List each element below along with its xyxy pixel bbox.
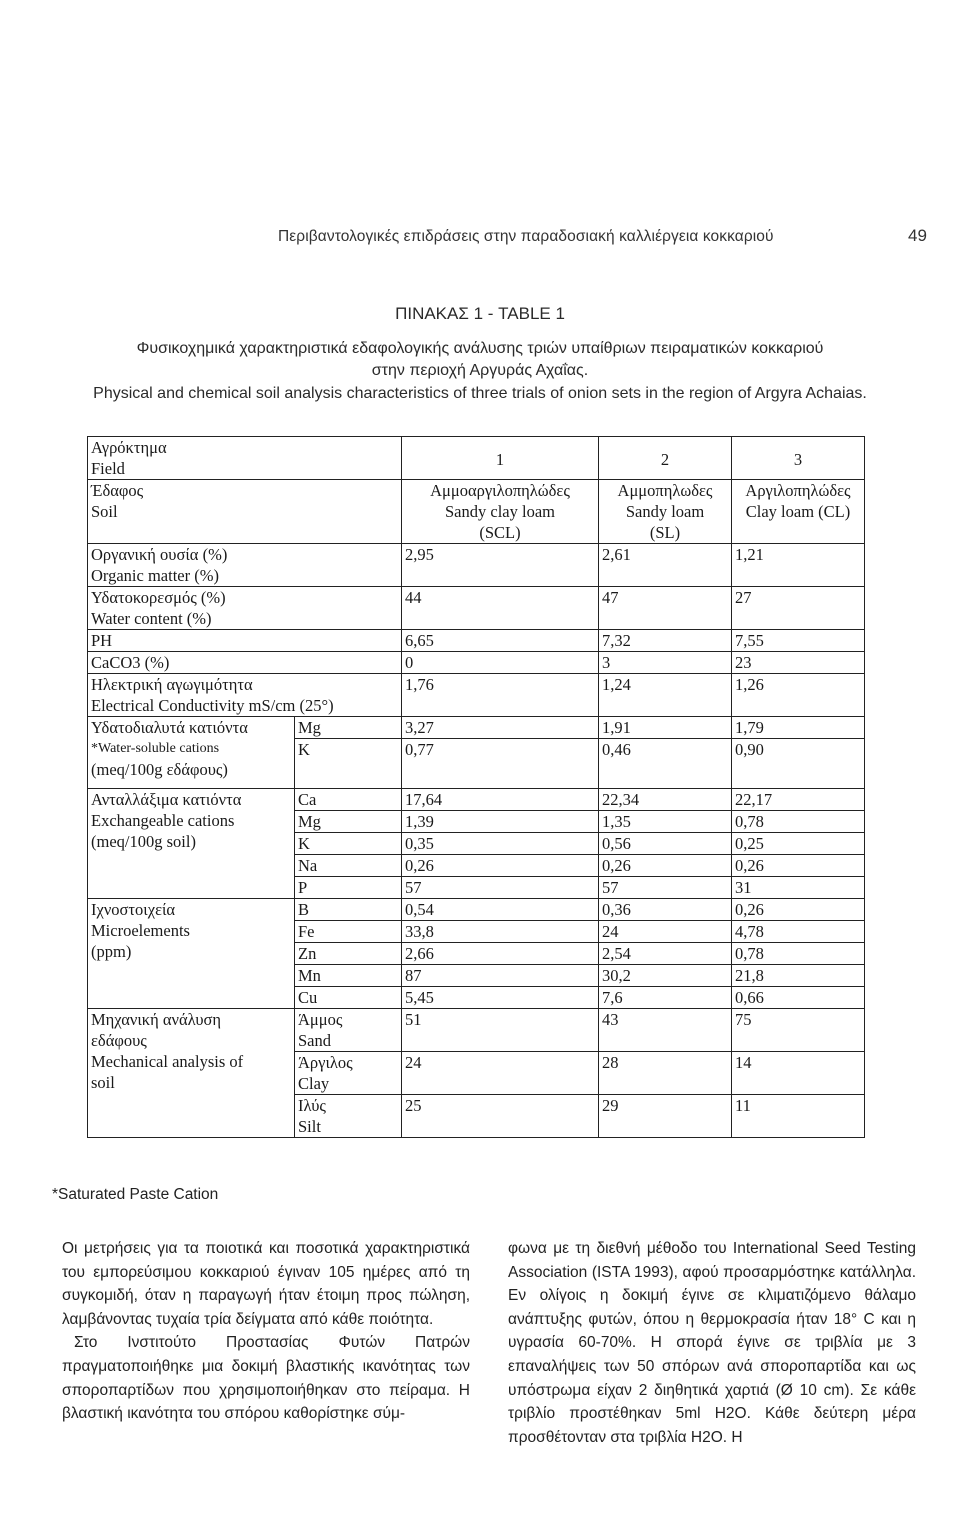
table-cell: 1,91 — [599, 717, 732, 739]
fraction-gr: Ιλύς — [298, 1096, 326, 1115]
table-label: ΠΙΝΑΚΑΣ 1 - TABLE 1 — [395, 304, 565, 323]
table-row — [88, 789, 865, 811]
fraction-gr: Άργιλος — [298, 1053, 353, 1072]
table-cell: 1,39 — [402, 811, 599, 833]
caption-greek-line1: Φυσικοχημικά χαρακτηριστικά εδαφολογικής ανάλυσης τριών υπαίθριων πειραματικών κοκκαριού — [136, 340, 824, 357]
table-row — [88, 717, 865, 739]
fraction-en: Silt — [298, 1117, 321, 1136]
body-paragraph: Οι μετρήσεις για τα ποιοτικά και ποσοτικά χαρακτηριστικά του εμπορεύσιμου κοκκαριού έγιναν 105 ημέρες από τη συγκομιδή, όταν η παραγωγή ήταν έτοιμη προς πώληση, λαμβάνοντας τυχαία τρία δείγματα από κάθε ποιότητα. — [62, 1240, 470, 1328]
table-cell: 0,78 — [732, 811, 865, 833]
fraction-gr: Άμμος — [298, 1010, 343, 1029]
table-cell: 1,21 — [732, 544, 865, 587]
table-cell: 14 — [732, 1052, 865, 1095]
mechanical-en-2: soil — [91, 1073, 115, 1092]
soil-type-en: Clay loam (CL) — [745, 502, 851, 521]
table-cell: 29 — [599, 1095, 732, 1138]
water-soluble-unit: (meq/100g εδάφους) — [91, 760, 228, 779]
organic-matter-label — [88, 544, 402, 587]
exchangeable-gr: Ανταλλάξιμα κατιόντα — [91, 790, 242, 809]
mechanical-gr-2: εδάφους — [91, 1031, 147, 1050]
soil-label-gr: Έδαφος — [91, 481, 144, 500]
fraction-label — [295, 1009, 402, 1052]
col-head-2: 2 — [599, 437, 732, 480]
element-symbol: K — [295, 739, 402, 789]
table-cell: 75 — [732, 1009, 865, 1052]
col-head-3: 3 — [732, 437, 865, 480]
water-soluble-en: *Water-soluble cations — [91, 741, 220, 756]
table-cell: 7,32 — [599, 630, 732, 652]
table-cell: 5,45 — [402, 987, 599, 1009]
table-cell: 0,90 — [732, 739, 865, 789]
field-label-en: Field — [91, 459, 125, 478]
caption-greek-line2: στην περιοχή Αργυράς Αχαΐας. — [371, 362, 589, 379]
table-cell: 57 — [402, 877, 599, 899]
microelements-label — [88, 899, 295, 1009]
conductivity-gr: Ηλεκτρική αγωγιμότητα — [91, 675, 253, 694]
soil-label-en: Soil — [91, 502, 118, 521]
water-soluble-label — [88, 717, 295, 789]
table-cell: 0,26 — [599, 855, 732, 877]
caption-english: Physical and chemical soil analysis characteristics of three trials of onion sets in the region of Argyra Achaias. — [93, 385, 867, 402]
soil-type-abbr: (SL) — [649, 523, 681, 542]
table-cell: 25 — [402, 1095, 599, 1138]
element-symbol: Zn — [295, 943, 402, 965]
element-symbol: Ca — [295, 789, 402, 811]
table-cell: 2,66 — [402, 943, 599, 965]
table-cell: 1,26 — [732, 674, 865, 717]
page-number: 49 — [908, 226, 927, 245]
table-row — [88, 437, 865, 480]
soil-type-abbr: (SCL) — [479, 523, 521, 542]
table-cell: 31 — [732, 877, 865, 899]
field-label-gr: Αγρόκτημα — [91, 438, 167, 457]
mechanical-label — [88, 1009, 295, 1138]
element-symbol: Mg — [295, 811, 402, 833]
table-footnote: *Saturated Paste Cation — [52, 1186, 219, 1203]
organic-matter-en: Organic matter (%) — [91, 566, 219, 585]
body-column-left — [62, 1237, 470, 1426]
soil-type-en: Sandy clay loam — [445, 502, 555, 521]
microelements-gr: Ιχνοστοιχεία — [91, 900, 176, 919]
soil-type-en: Sandy loam — [625, 502, 705, 521]
table-cell: 43 — [599, 1009, 732, 1052]
water-content-gr: Υδατοκορεσμός (%) — [91, 588, 226, 607]
fraction-en: Clay — [298, 1074, 330, 1093]
table-cell: 22,17 — [732, 789, 865, 811]
table-cell: 0,54 — [402, 899, 599, 921]
element-symbol: Mg — [295, 717, 402, 739]
table-cell: 6,65 — [402, 630, 599, 652]
table-cell: 0,36 — [599, 899, 732, 921]
soil-type-gr: Αμμοαργιλοπηλώδες — [430, 481, 570, 500]
body-paragraph: φωνα με τη διεθνή μέθοδο του International Seed Testing Association (ISTA 1993), αφού προσαρμόστηκε κατάλληλα. Εν ολίγοις η δοκιμή έγινε σε κλιματιζόμενο θάλαμο ανάπτυξης φυτών, όπου η θερμοκρασία ήταν 18° C και η υγρασία 60-70%. Η σπορά έγινε σε τριβλία με 3 επαναλήψεις των 50 σπόρων ανά σποροπαρτίδα και ως υπόστρωμα είχαν 2 διηθητικά χαρτιά (Ø 10 cm). Σε κάθε τριβλίο προστέθηκαν 5ml H2O. Κάθε δεύτερη μέρα προσθέτονταν στα τριβλία H2O. Η — [508, 1240, 916, 1446]
ph-label: PH — [88, 630, 402, 652]
table-cell: 2,54 — [599, 943, 732, 965]
body-paragraph: Στο Ινστιτούτο Προστασίας Φυτών Πατρών πραγματοποιήθηκε μια δοκιμή βλαστικής ικανότητας των σποροπαρτίδων που χρησιμοποιήθηκαν στο πείραμα. Η βλαστική ικανότητα του σπόρου καθορίστηκε σύμ- — [62, 1334, 470, 1423]
table-cell: 23 — [732, 652, 865, 674]
table-cell: 0,46 — [599, 739, 732, 789]
table-cell: 27 — [732, 587, 865, 630]
table-cell: 51 — [402, 1009, 599, 1052]
water-content-en: Water content (%) — [91, 609, 212, 628]
exchangeable-en: Exchangeable cations — [91, 811, 235, 830]
fraction-en: Sand — [298, 1031, 331, 1050]
water-soluble-gr: Υδατοδιαλυτά κατιόντα — [91, 718, 248, 737]
fraction-label — [295, 1095, 402, 1138]
table-cell: 0,77 — [402, 739, 599, 789]
table-row — [88, 544, 865, 587]
table-cell: 0,66 — [732, 987, 865, 1009]
table-row — [88, 652, 865, 674]
table-row — [88, 480, 865, 544]
soil-analysis-table — [87, 436, 865, 1138]
element-symbol: Mn — [295, 965, 402, 987]
soil-label-cell — [88, 480, 402, 544]
table-cell: 11 — [732, 1095, 865, 1138]
table-cell: 0,26 — [732, 899, 865, 921]
soil-type-gr: Αργιλοπηλώδες — [745, 481, 851, 500]
table-cell: 0 — [402, 652, 599, 674]
element-symbol: B — [295, 899, 402, 921]
body-column-right — [508, 1237, 916, 1449]
mechanical-en-1: Mechanical analysis of — [91, 1052, 244, 1071]
table-cell: 3,27 — [402, 717, 599, 739]
exchangeable-unit: (meq/100g soil) — [91, 832, 196, 851]
table-cell: 87 — [402, 965, 599, 987]
water-content-label — [88, 587, 402, 630]
caco3-label: CaCO3 (%) — [88, 652, 402, 674]
table-row — [88, 587, 865, 630]
table-cell: 7,55 — [732, 630, 865, 652]
table-cell: 47 — [599, 587, 732, 630]
table-cell: 0,78 — [732, 943, 865, 965]
exchangeable-label — [88, 789, 295, 899]
element-symbol: Fe — [295, 921, 402, 943]
table-cell: 4,78 — [732, 921, 865, 943]
table-cell: 30,2 — [599, 965, 732, 987]
conductivity-label — [88, 674, 402, 717]
table-row — [88, 899, 865, 921]
table-cell: 1,76 — [402, 674, 599, 717]
table-cell: 1,79 — [732, 717, 865, 739]
soil-type-gr: Αμμοπηλωδες — [617, 481, 713, 500]
table-cell: 44 — [402, 587, 599, 630]
element-symbol: K — [295, 833, 402, 855]
element-symbol: P — [295, 877, 402, 899]
soil-type-2 — [599, 480, 732, 544]
table-cell: 28 — [599, 1052, 732, 1095]
table-cell: 22,34 — [599, 789, 732, 811]
table-cell: 0,26 — [732, 855, 865, 877]
organic-matter-gr: Οργανική ουσία (%) — [91, 545, 228, 564]
table-cell: 1,24 — [599, 674, 732, 717]
table-row — [88, 674, 865, 717]
fraction-label — [295, 1052, 402, 1095]
table-cell: 3 — [599, 652, 732, 674]
table-row — [88, 1009, 865, 1052]
mechanical-gr-1: Μηχανική ανάλυση — [91, 1010, 222, 1029]
element-symbol: Cu — [295, 987, 402, 1009]
table-cell: 7,6 — [599, 987, 732, 1009]
table-cell: 0,26 — [402, 855, 599, 877]
table-cell: 57 — [599, 877, 732, 899]
conductivity-en: Electrical Conductivity mS/cm (25°) — [91, 696, 334, 715]
table-cell: 2,61 — [599, 544, 732, 587]
table-cell: 0,56 — [599, 833, 732, 855]
table-row — [88, 630, 865, 652]
running-header: Περιβαντολογικές επιδράσεις στην παραδοσιακή καλλιέργεια κοκκαριού — [278, 228, 774, 245]
table-cell: 21,8 — [732, 965, 865, 987]
table-cell: 33,8 — [402, 921, 599, 943]
col-head-1: 1 — [402, 437, 599, 480]
table-cell: 2,95 — [402, 544, 599, 587]
table-cell: 0,35 — [402, 833, 599, 855]
table-cell: 1,35 — [599, 811, 732, 833]
soil-type-3 — [732, 480, 865, 544]
field-label-cell — [88, 437, 402, 480]
element-symbol: Na — [295, 855, 402, 877]
microelements-en: Microelements — [91, 921, 190, 940]
table-cell: 24 — [599, 921, 732, 943]
table-cell: 0,25 — [732, 833, 865, 855]
soil-type-1 — [402, 480, 599, 544]
microelements-unit: (ppm) — [91, 942, 132, 961]
table-cell: 17,64 — [402, 789, 599, 811]
table-cell: 24 — [402, 1052, 599, 1095]
